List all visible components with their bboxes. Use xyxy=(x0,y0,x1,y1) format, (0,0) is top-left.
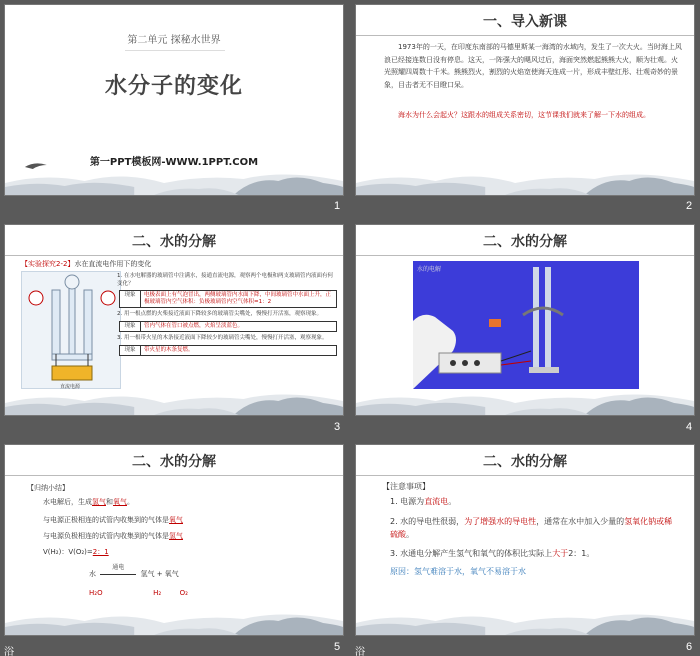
slide-title: 二、水的分解 xyxy=(132,234,216,250)
experiment-label xyxy=(21,259,151,269)
emphasis: 氢氧化钠或稀硫酸 xyxy=(390,517,673,539)
video-play-button[interactable] xyxy=(489,319,501,327)
observation-row xyxy=(119,290,337,308)
experiment-name: 水在直流电作用下的变化 xyxy=(74,260,152,268)
formula-product-2: O₂ xyxy=(179,589,188,597)
text: 2. 水的导电性很弱， xyxy=(390,517,465,526)
condition: 通电 xyxy=(112,564,125,571)
slide-title: 二、水的分解 xyxy=(132,454,216,470)
answer: 氧气 xyxy=(113,498,127,506)
story-paragraph: 1973年的一天，在印度东南部的马德里斯某一海湾的水域内，发生了一次大火。当时海上风浪已经接连数日没有停息。这天，一阵强大的飓风过后，海面突然燃起熊熊大火，顺为壮观。火光照耀四周数十千米。熊熊烈火，割烈的火焰宽使海天连成一片，形成丰壁红彤、壮观奇妙的景象，目击者无不目瞪口呆。 xyxy=(384,43,682,89)
observation-row xyxy=(119,345,337,357)
summary-line-3 xyxy=(43,531,183,541)
text: 3. 水通电分解产生氢气和氧气的体积比实际上 xyxy=(390,549,553,558)
answer: 2：1 xyxy=(92,548,109,556)
text: V(H₂)：V(O₂)= xyxy=(43,548,93,556)
experiment-video[interactable] xyxy=(413,261,639,389)
observation-value: 管内气体在管口被点燃，火焰呈淡蓝色。 xyxy=(141,321,337,333)
slide-title: 一、导入新课 xyxy=(483,14,567,30)
text: 。 xyxy=(127,498,134,506)
formula-reactant: H₂O xyxy=(89,589,103,597)
summary-tag: 【归纳小结】 xyxy=(27,484,69,492)
slide-number: 1 xyxy=(334,200,341,212)
slide-thumbnail-1[interactable] xyxy=(4,4,344,196)
video-frame xyxy=(413,261,639,389)
mountain-decoration xyxy=(5,373,343,415)
mountain-decoration xyxy=(356,373,694,415)
mountain-decoration xyxy=(356,593,694,635)
text: 和 xyxy=(106,498,113,506)
text: ，通常在水中加入少量的 xyxy=(536,517,625,526)
title-divider xyxy=(5,255,343,256)
slide-thumbnail-4[interactable] xyxy=(355,224,695,416)
summary-line-1 xyxy=(43,497,134,507)
slide-title: 二、水的分解 xyxy=(483,234,567,250)
step-text: 3. 用一根带火星的木条接近液面下降较少的玻璃管尖嘴处，慢慢打开活塞，观察现象。 xyxy=(117,335,328,341)
observation-value: 带火星的木条复燃。 xyxy=(141,345,337,357)
summary-line-2 xyxy=(43,515,183,525)
step-text: 2. 用一根点燃的火柴接近液面下降较多的玻璃管尖嘴处，慢慢打开活塞，观察现象。 xyxy=(117,311,322,317)
answer: 氧气 xyxy=(169,516,183,524)
electrolysis-apparatus-image xyxy=(21,271,121,389)
answer: 氢气 xyxy=(169,532,183,540)
slide-thumbnail-2[interactable] xyxy=(355,4,695,196)
site-label: 第一PPT模板网-WWW.1PPT.COM xyxy=(89,157,259,168)
footer-label-right: 浴 xyxy=(355,647,365,656)
text: 1. 电源为 xyxy=(390,497,425,506)
note-reason xyxy=(390,565,676,578)
emphasis: 直流电 xyxy=(424,497,449,506)
arrow xyxy=(100,574,136,575)
footer-label-left: 浴 xyxy=(4,647,14,656)
slide-thumbnail-3[interactable] xyxy=(4,224,344,416)
note-item-1 xyxy=(390,495,676,508)
mountain-decoration xyxy=(356,153,694,195)
step-1 xyxy=(117,273,337,308)
reason-text: 原因：氢气难溶于水，氧气不易溶于水 xyxy=(390,567,526,576)
title-divider xyxy=(5,475,343,476)
title-divider xyxy=(356,35,694,36)
slide-thumbnail-6[interactable] xyxy=(355,444,695,636)
title-divider xyxy=(356,255,694,256)
apparatus-caption: 直流电源 xyxy=(60,384,81,390)
observation-key: 现象 xyxy=(119,321,141,333)
emphasis: 大于 xyxy=(552,549,569,558)
note-item-3 xyxy=(390,547,676,560)
mountain-decoration xyxy=(5,153,343,195)
slide-number: 2 xyxy=(686,200,693,212)
text: 2：1。 xyxy=(568,549,595,558)
question-text: 海水为什么会起火？这跟水的组成关系密切，这节课我们就来了解一下水的组成。 xyxy=(398,111,650,119)
text: 与电源负极相连的试管内收集到的气体是 xyxy=(43,532,169,540)
slide-thumbnail-5[interactable] xyxy=(4,444,344,636)
text: 。 xyxy=(448,497,457,506)
text: 与电源正极相连的试管内收集到的气体是 xyxy=(43,516,169,524)
reactant: 水 xyxy=(89,570,96,578)
text: 水电解后，生成 xyxy=(43,498,92,506)
lesson-title: 水分子的变化 xyxy=(104,74,243,99)
slide-number: 6 xyxy=(686,641,693,653)
video-label: 水的电解 xyxy=(417,266,442,273)
step-3 xyxy=(117,335,337,356)
title-divider xyxy=(356,475,694,476)
step-text: 1. 在水电解器的玻璃管中注满水，接通直流电源，观察两个电极和两支玻璃管内液面有何变化？ xyxy=(117,273,333,287)
products: 氢气 + 氧气 xyxy=(140,570,179,578)
emphasis: 为了增强水的导电性 xyxy=(464,517,537,526)
formula-product-1: H₂ xyxy=(153,589,162,597)
mountain-decoration xyxy=(5,593,343,635)
slide-number: 5 xyxy=(334,641,341,653)
step-2 xyxy=(117,311,337,332)
text: 。 xyxy=(406,530,414,539)
unit-label: 第二单元 探秘水世界 xyxy=(127,35,221,46)
observation-key: 现象 xyxy=(119,290,141,308)
slide-number: 4 xyxy=(686,421,693,433)
reaction-equation xyxy=(89,564,179,579)
experiment-tag: 【实验探究2-2】 xyxy=(21,260,75,268)
observation-value: 电极表面上有气泡冒出，两侧玻璃管内水面下降，中间玻璃管中水面上升，正极玻璃管内空气体积：负极玻璃管内空气体积=1：2 xyxy=(141,290,337,308)
observation-row xyxy=(119,321,337,333)
notes-tag: 【注意事项】 xyxy=(382,482,430,491)
slide-title: 二、水的分解 xyxy=(483,454,567,470)
observation-key: 现象 xyxy=(119,345,141,357)
answer: 氢气 xyxy=(92,498,106,506)
divider xyxy=(125,50,225,51)
experiment-steps xyxy=(117,273,337,359)
slide-number: 3 xyxy=(334,421,341,433)
note-item-2 xyxy=(390,515,676,541)
volume-ratio xyxy=(43,547,109,557)
